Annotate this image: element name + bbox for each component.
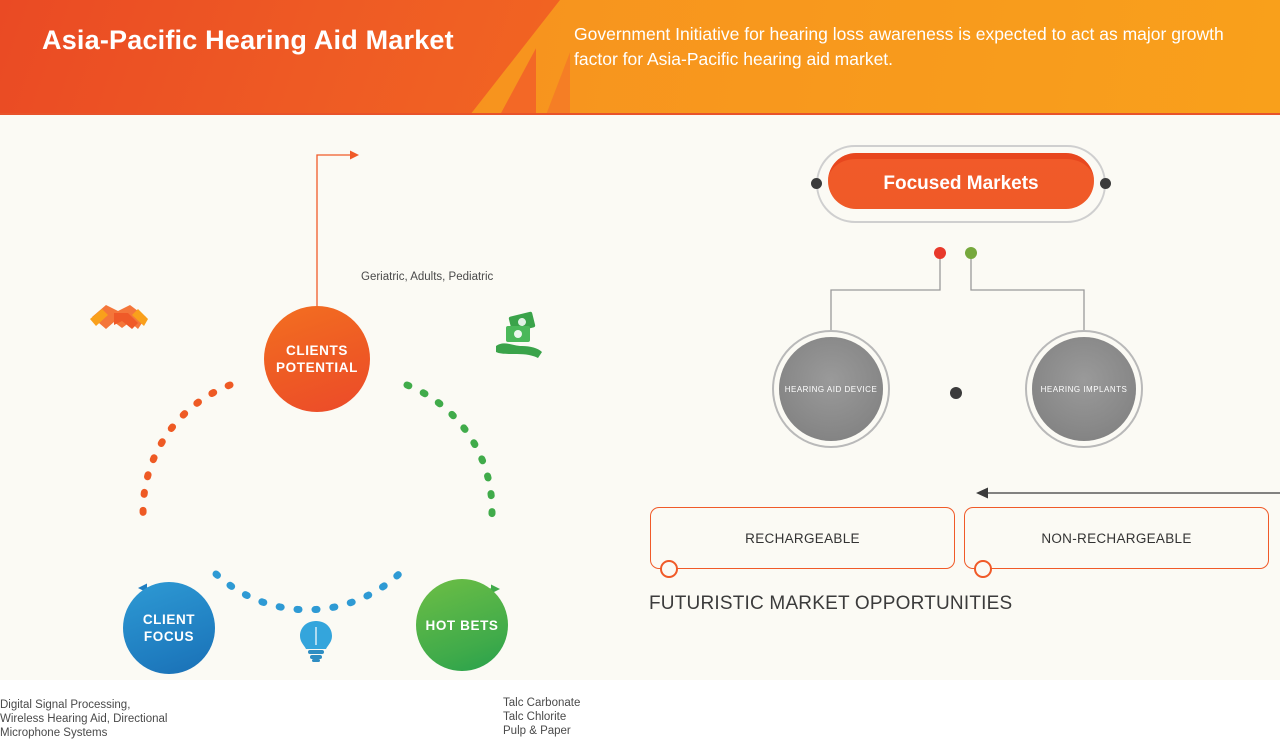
- lightbulb-icon: [296, 615, 336, 663]
- header-subtitle: Government Initiative for hearing loss awareness is expected to act as major growth factor for Asia-Pacific hearing aid market.: [574, 24, 1224, 69]
- bubble-client-focus-label: CLIENT FOCUS: [142, 612, 196, 644]
- option-non-rechargeable[interactable]: [964, 507, 1269, 569]
- bubble-hot-bets[interactable]: [416, 579, 508, 671]
- option-non-rechargeable-label: NON-RECHARGEABLE: [1041, 530, 1192, 546]
- focused-markets-label: Focused Markets: [883, 173, 1039, 194]
- option-non-rechargeable-marker: [974, 560, 992, 578]
- header-banner: [0, 0, 1280, 115]
- connector-dot-green: [965, 247, 977, 259]
- note-clients-potential: Geriatric, Adults, Pediatric: [361, 271, 494, 283]
- gauge-hearing-implants[interactable]: [1032, 337, 1136, 441]
- connector-dot-red: [934, 247, 946, 259]
- futuristic-opportunities-title: FUTURISTIC MARKET OPPORTUNITIES: [649, 593, 1013, 614]
- focused-markets-dot-left: [811, 178, 822, 189]
- note-hot-bets: Talc Carbonate Talc Chlorite Pulp & Paper: [503, 697, 581, 737]
- right-diagram-panel: [620, 115, 1280, 680]
- focused-markets-card[interactable]: [816, 145, 1106, 223]
- note-client-focus: Digital Signal Processing, Wireless Hearing Aid, Directional Microphone Systems: [0, 699, 168, 739]
- option-rechargeable-marker: [660, 560, 678, 578]
- connector-dot-center: [950, 387, 962, 399]
- page-title: Asia-Pacific Hearing Aid Market: [42, 25, 454, 55]
- bubble-hot-bets-label: HOT BETS: [425, 617, 499, 633]
- option-rechargeable-label: RECHARGEABLE: [745, 530, 860, 546]
- gauge-hearing-aid-device[interactable]: [779, 337, 883, 441]
- gauge-hearing-aid-device-label: HEARING AID DEVICE: [784, 384, 878, 394]
- money-hand-icon: [492, 308, 548, 364]
- bubble-client-focus[interactable]: [123, 582, 215, 674]
- option-rechargeable[interactable]: [650, 507, 955, 569]
- left-diagram-panel: [0, 115, 620, 739]
- gauge-hearing-implants-label: HEARING IMPLANTS: [1040, 384, 1128, 394]
- bubble-clients-potential-label: CLIENTS POTENTIAL: [276, 343, 358, 375]
- bubble-clients-potential[interactable]: [264, 306, 370, 412]
- focused-markets-pill[interactable]: [828, 153, 1094, 209]
- focused-markets-dot-right: [1100, 178, 1111, 189]
- handshake-icon: [88, 295, 158, 347]
